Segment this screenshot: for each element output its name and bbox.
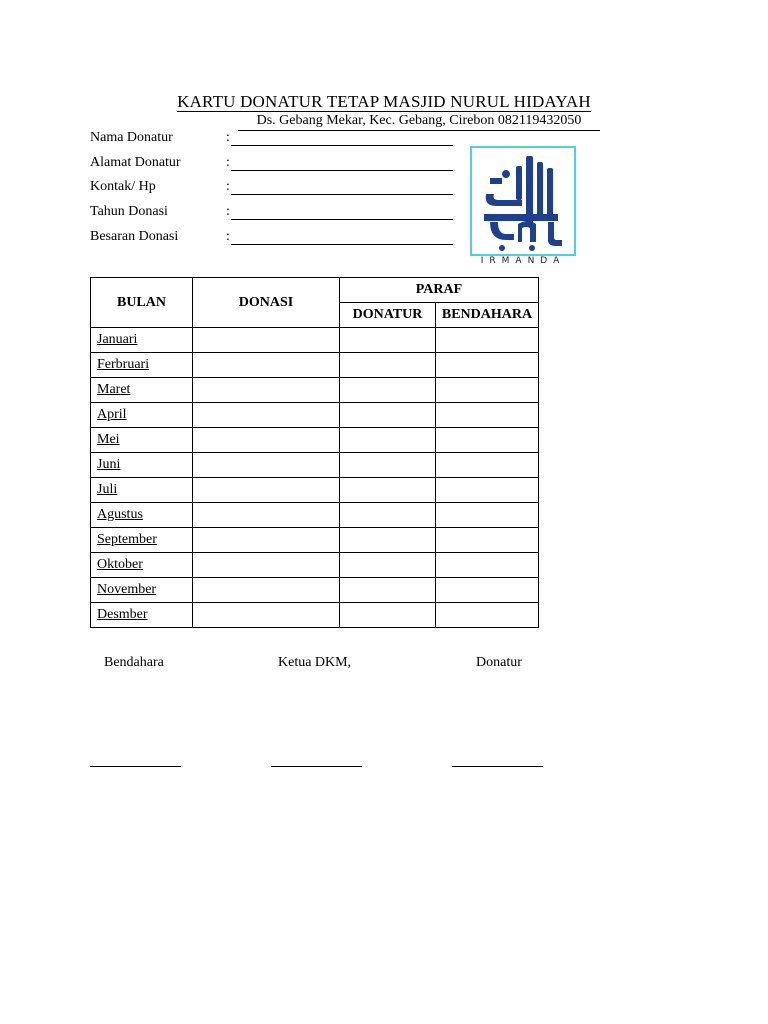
- fill-in-line[interactable]: [231, 244, 453, 245]
- signature-label-donatur: Donatur: [476, 655, 522, 670]
- paraf-donatur-cell[interactable]: [340, 478, 436, 503]
- donasi-cell[interactable]: [193, 428, 340, 453]
- table-row: [91, 428, 539, 453]
- paraf-donatur-cell[interactable]: [340, 428, 436, 453]
- paraf-donatur-cell[interactable]: [340, 353, 436, 378]
- table-row: [91, 328, 539, 353]
- field-kontak-hp: [90, 179, 460, 199]
- field-colon: :: [226, 204, 230, 219]
- month-cell: [91, 328, 193, 353]
- month-cell: [91, 478, 193, 503]
- fill-in-line[interactable]: [231, 194, 453, 195]
- field-label: Alamat Donatur: [90, 155, 181, 170]
- fill-in-line[interactable]: [231, 219, 453, 220]
- table-header-row: [91, 278, 539, 303]
- address-line: Ds. Gebang Mekar, Kec. Gebang, Cirebon 082119432050: [238, 113, 600, 131]
- paraf-bendahara-cell[interactable]: [436, 328, 539, 353]
- field-colon: :: [226, 229, 230, 244]
- month-label: November: [97, 582, 157, 597]
- signature-line-donatur[interactable]: [452, 766, 543, 767]
- month-cell: [91, 603, 193, 628]
- paraf-donatur-cell[interactable]: [340, 553, 436, 578]
- paraf-bendahara-cell[interactable]: [436, 578, 539, 603]
- card-title: [0, 92, 768, 112]
- donasi-cell[interactable]: [193, 403, 340, 428]
- paraf-donatur-cell[interactable]: [340, 403, 436, 428]
- field-label: Kontak/ Hp: [90, 179, 156, 194]
- mosque-logo: [470, 146, 576, 256]
- month-label: Oktober: [97, 557, 143, 572]
- field-label: Besaran Donasi: [90, 229, 179, 244]
- table-row: [91, 553, 539, 578]
- month-cell: [91, 428, 193, 453]
- month-label: September: [97, 532, 157, 547]
- field-nama-donatur: [90, 130, 460, 150]
- paraf-bendahara-cell[interactable]: [436, 528, 539, 553]
- table-row: [91, 603, 539, 628]
- signature-line-bendahara[interactable]: [90, 766, 181, 767]
- paraf-bendahara-cell[interactable]: [436, 428, 539, 453]
- month-label: Juli: [97, 482, 118, 497]
- table-row: [91, 403, 539, 428]
- field-colon: :: [226, 130, 230, 145]
- table-row: [91, 578, 539, 603]
- paraf-donatur-cell[interactable]: [340, 603, 436, 628]
- header-donatur: DONATUR: [340, 303, 436, 328]
- signature-line-ketua[interactable]: [271, 766, 362, 767]
- month-cell: [91, 553, 193, 578]
- table-row: [91, 503, 539, 528]
- paraf-donatur-cell[interactable]: [340, 578, 436, 603]
- month-label: Januari: [97, 332, 138, 347]
- donasi-cell[interactable]: [193, 378, 340, 403]
- month-cell: [91, 578, 193, 603]
- field-besaran-donasi: [90, 229, 460, 249]
- paraf-donatur-cell[interactable]: [340, 328, 436, 353]
- donasi-cell[interactable]: [193, 453, 340, 478]
- paraf-bendahara-cell[interactable]: [436, 403, 539, 428]
- month-label: Juni: [97, 457, 121, 472]
- donasi-cell[interactable]: [193, 553, 340, 578]
- paraf-bendahara-cell[interactable]: [436, 553, 539, 578]
- month-cell: [91, 503, 193, 528]
- month-label: Ferbruari: [97, 357, 150, 372]
- donasi-cell[interactable]: [193, 478, 340, 503]
- signature-label-bendahara: Bendahara: [104, 655, 164, 670]
- field-tahun-donasi: [90, 204, 460, 224]
- month-label: Maret: [97, 382, 131, 397]
- field-colon: :: [226, 155, 230, 170]
- paraf-bendahara-cell[interactable]: [436, 353, 539, 378]
- month-cell: [91, 453, 193, 478]
- paraf-donatur-cell[interactable]: [340, 453, 436, 478]
- table-row: [91, 353, 539, 378]
- calligraphy-logo-icon: [472, 148, 574, 254]
- header-bulan: BULAN: [91, 278, 193, 328]
- month-label: Agustus: [97, 507, 143, 522]
- paraf-bendahara-cell[interactable]: [436, 603, 539, 628]
- donation-table: [90, 277, 539, 628]
- donasi-cell[interactable]: [193, 528, 340, 553]
- fill-in-line[interactable]: [231, 170, 453, 171]
- logo-caption: IRMANDA: [480, 256, 566, 266]
- field-alamat-donatur: [90, 155, 460, 175]
- donasi-cell[interactable]: [193, 353, 340, 378]
- donasi-cell[interactable]: [193, 328, 340, 353]
- month-label: April: [97, 407, 127, 422]
- header-donasi: DONASI: [193, 278, 340, 328]
- paraf-bendahara-cell[interactable]: [436, 453, 539, 478]
- header-paraf: PARAF: [340, 278, 539, 303]
- card-title-text: KARTU DONATUR TETAP MASJID NURUL HIDAYAH: [177, 92, 591, 111]
- donasi-cell[interactable]: [193, 603, 340, 628]
- donasi-cell[interactable]: [193, 578, 340, 603]
- paraf-donatur-cell[interactable]: [340, 503, 436, 528]
- donasi-cell[interactable]: [193, 503, 340, 528]
- month-label: Mei: [97, 432, 120, 447]
- header-bendahara: BENDAHARA: [436, 303, 539, 328]
- signature-label-ketua: Ketua DKM,: [278, 655, 352, 670]
- fill-in-line[interactable]: [231, 145, 453, 146]
- table-row: [91, 378, 539, 403]
- month-cell: [91, 378, 193, 403]
- paraf-bendahara-cell[interactable]: [436, 478, 539, 503]
- table-row: [91, 528, 539, 553]
- field-colon: :: [226, 179, 230, 194]
- paraf-donatur-cell[interactable]: [340, 528, 436, 553]
- table-row: [91, 478, 539, 503]
- field-label: Tahun Donasi: [90, 204, 168, 219]
- paraf-bendahara-cell[interactable]: [436, 378, 539, 403]
- paraf-donatur-cell[interactable]: [340, 378, 436, 403]
- paraf-bendahara-cell[interactable]: [436, 503, 539, 528]
- month-cell: [91, 353, 193, 378]
- month-cell: [91, 403, 193, 428]
- table-row: [91, 453, 539, 478]
- month-cell: [91, 528, 193, 553]
- month-label: Desmber: [97, 607, 148, 622]
- field-label: Nama Donatur: [90, 130, 173, 145]
